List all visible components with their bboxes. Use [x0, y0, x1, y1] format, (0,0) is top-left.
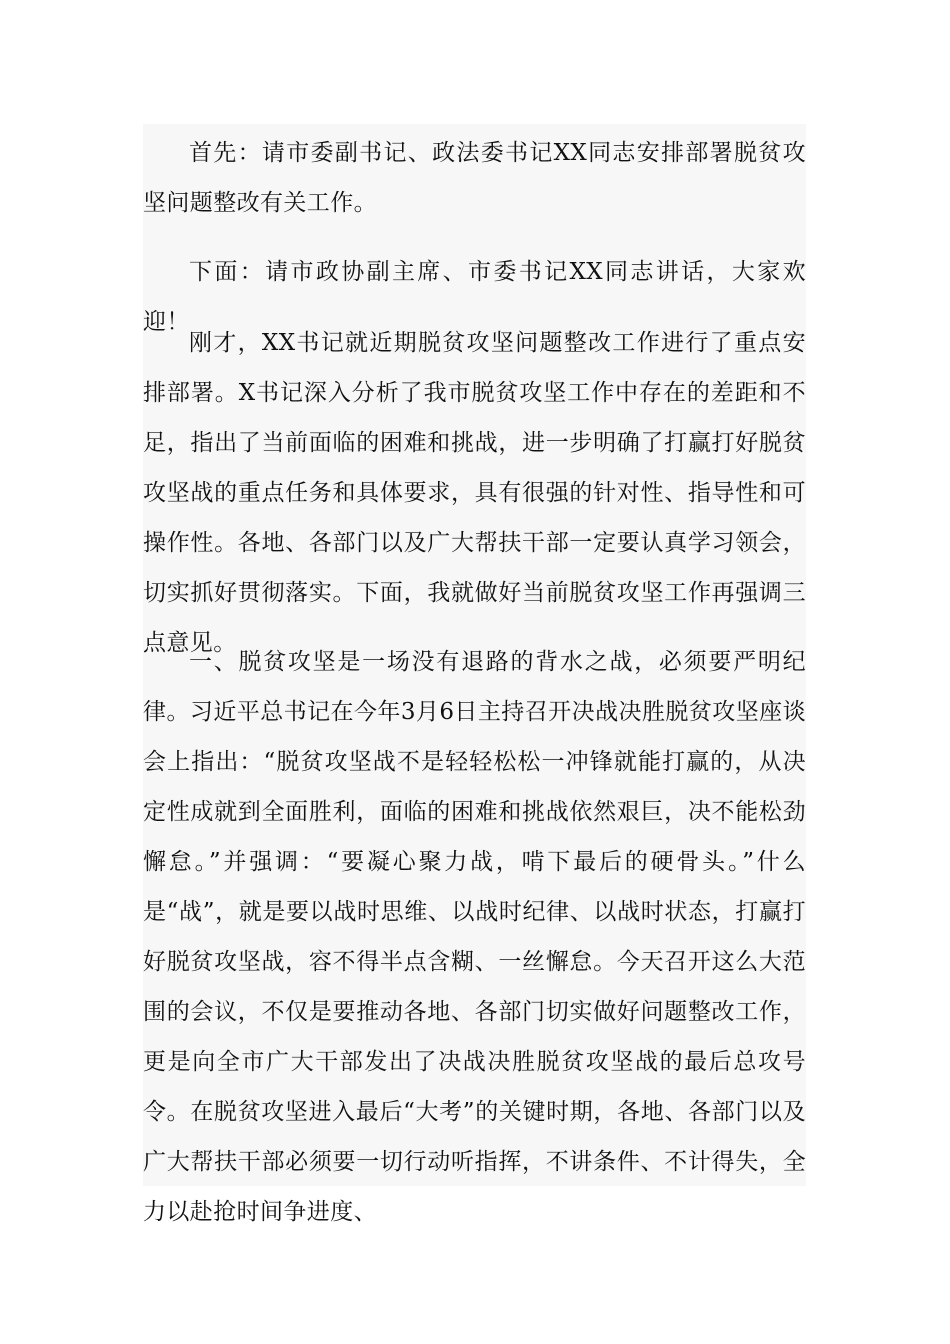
paragraph-opening: 首先：请市委副书记、政法委书记XX同志安排部署脱贫攻坚问题整改有关工作。	[143, 140, 806, 216]
paragraph-point-one: 一、脱贫攻坚是一场没有退路的背水之战，必须要严明纪律。习近平总书记在今年3月6日主持召开决战决胜脱贫攻坚座谈会上指出：“脱贫攻坚战不是轻轻松松一冲锋就能打赢的，从决定性成就到全面胜利，面临的困难和挑战依然艰巨，决不能松劲懈怠。”并强调：“要凝心聚力战，啃下最后的硬骨头。”什么是“战”，就是要以战时思维、以战时纪律、以战时状态，打赢打好脱贫攻坚战，容不得半点含糊、一丝懈怠。今天召开这么大范围的会议，不仅是要推动各地、各部门切实做好问题整改工作，更是向全市广大干部发出了决战决胜脱贫攻坚战的最后总攻号令。在脱贫攻坚进入最后“大考”的关键时期，各地、各部门以及广大帮扶干部必须要一切行动听指挥，不讲条件、不计得失，全力以赴抢时间争进度、	[143, 649, 806, 1225]
paragraph-summary: 刚才，XX书记就近期脱贫攻坚问题整改工作进行了重点安排部署。X书记深入分析了我市脱贫攻坚工作中存在的差距和不足，指出了当前面临的困难和挑战，进一步明确了打赢打好脱贫攻坚战的重点任务和具体要求，具有很强的针对性、指导性和可操作性。各地、各部门以及广大帮扶干部一定要认真学习领会，切实抓好贯彻落实。下面，我就做好当前脱贫攻坚工作再强调三点意见。	[143, 330, 806, 656]
paragraph-introduction: 下面：请市政协副主席、市委书记XX同志讲话，大家欢迎！	[143, 259, 806, 335]
